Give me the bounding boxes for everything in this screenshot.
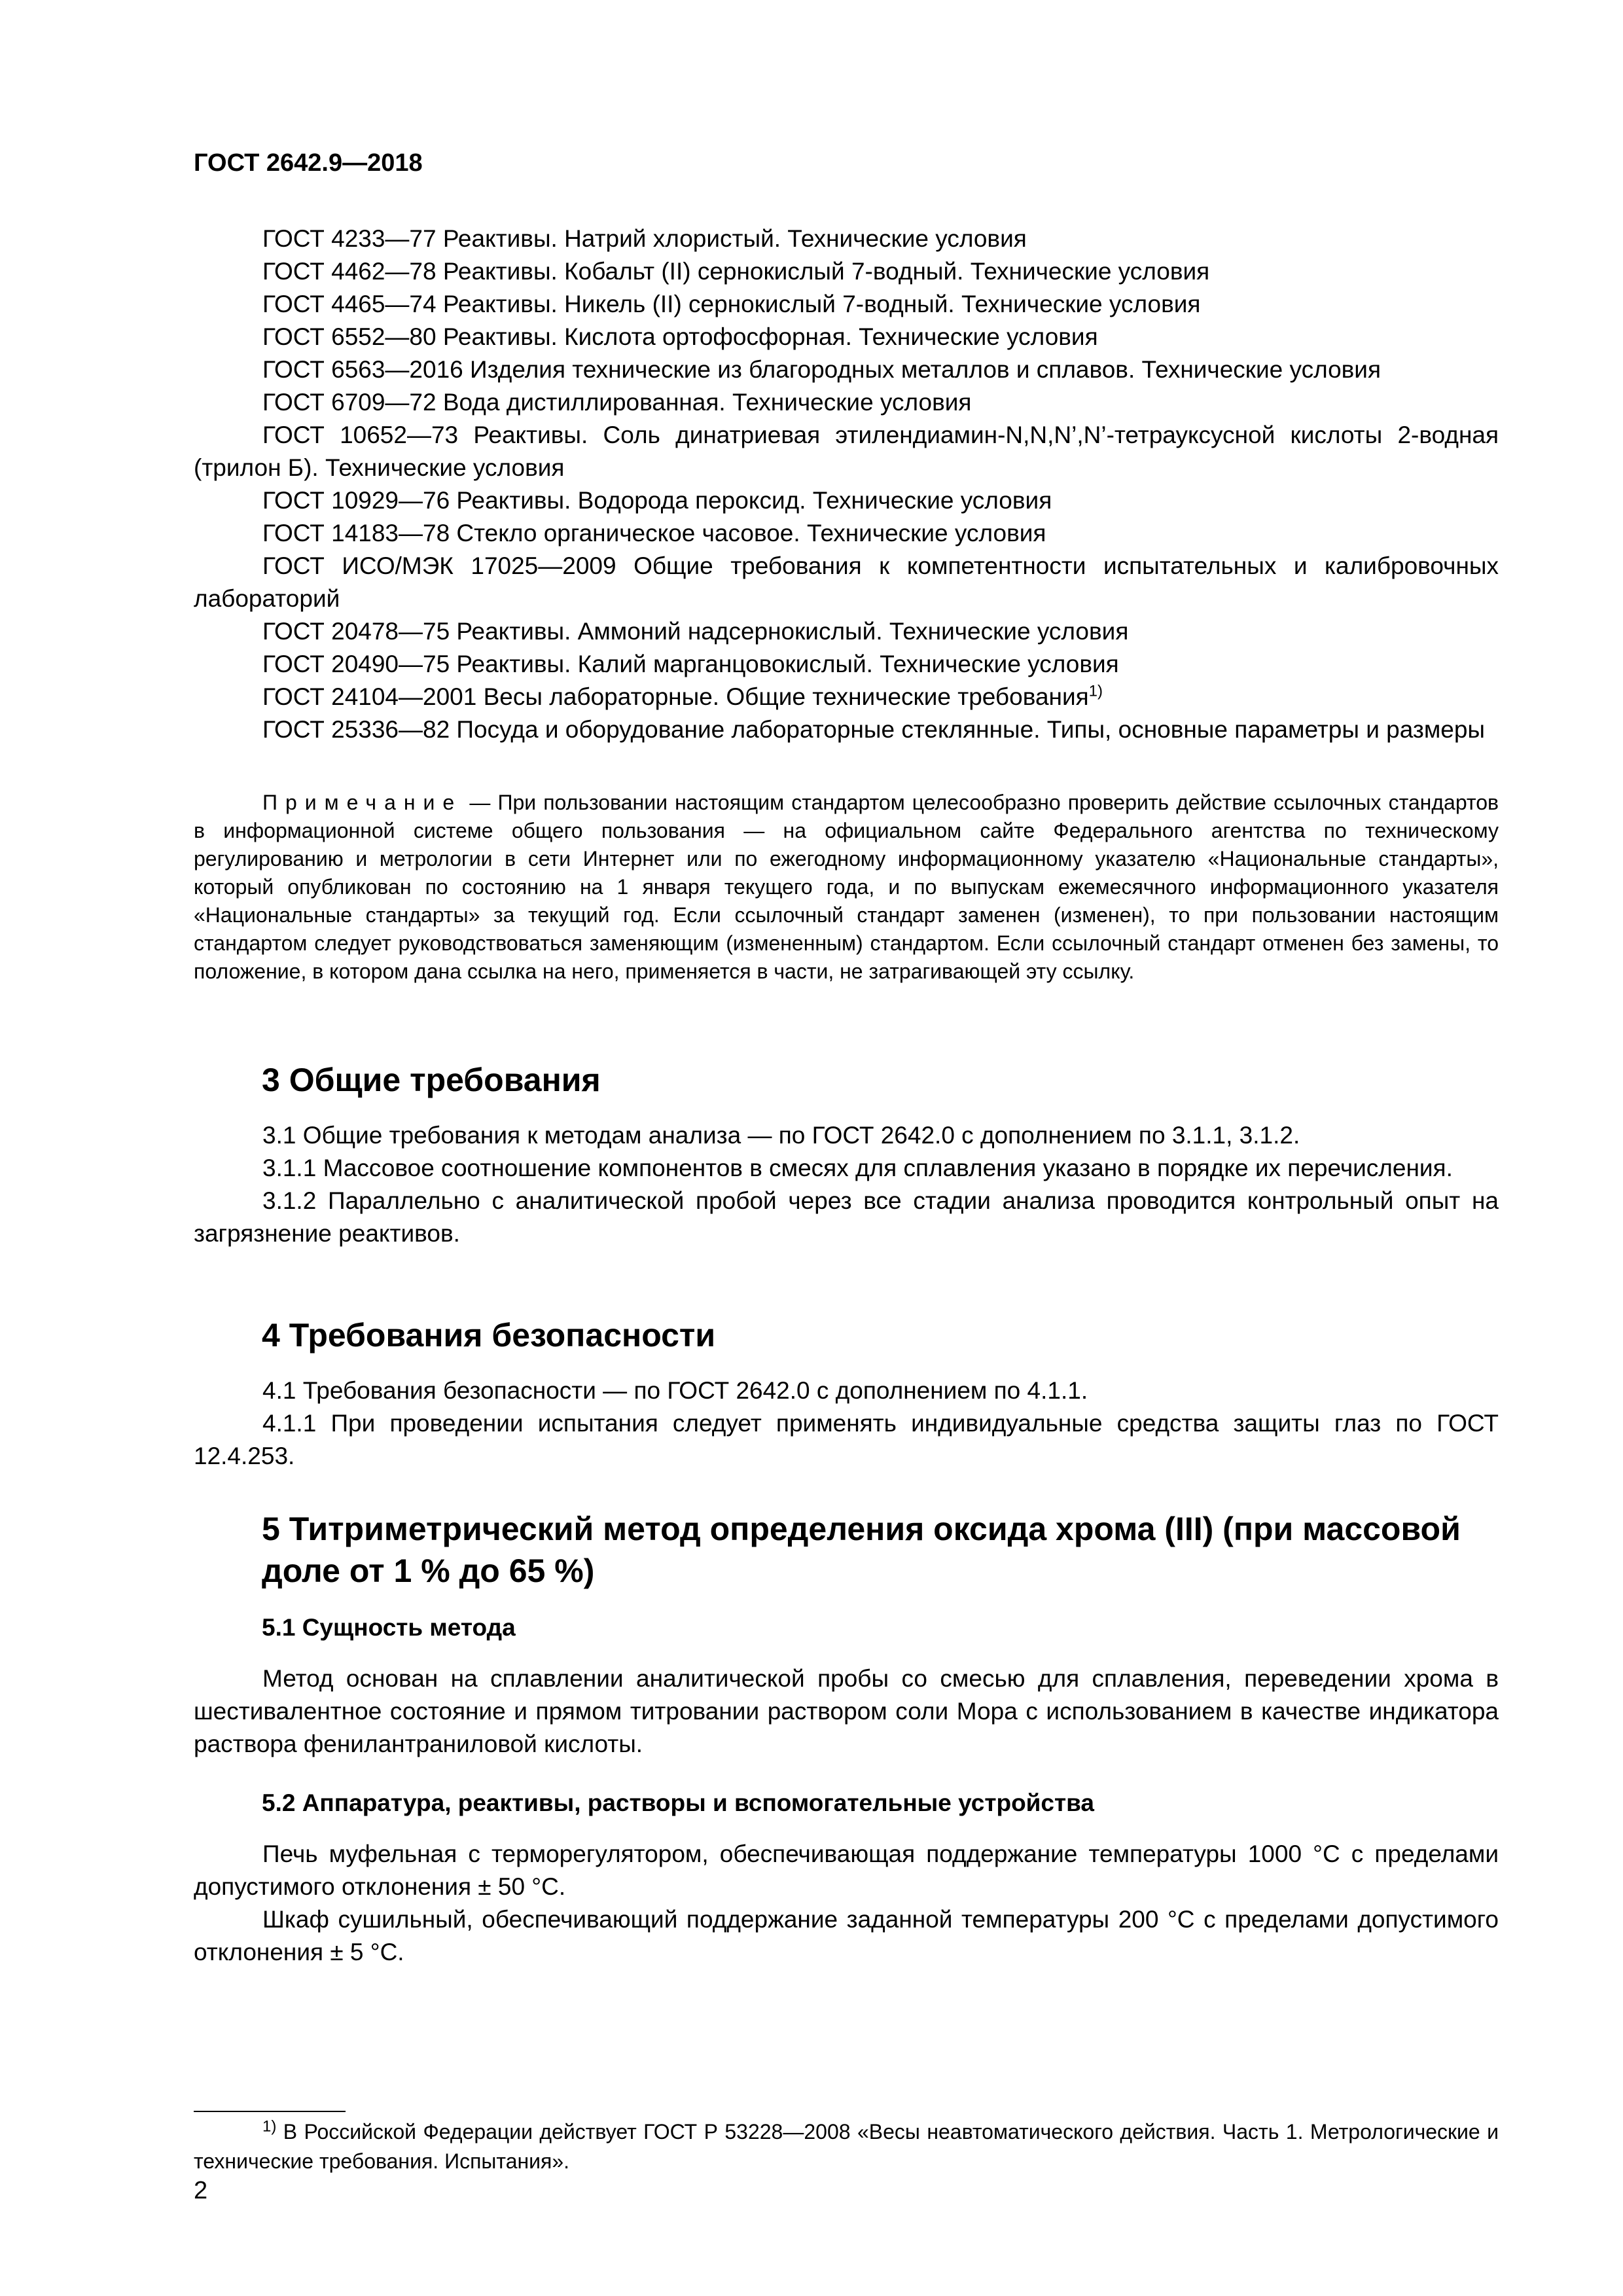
paragraph: 4.1.1 При проведении испытания следует применять индивидуальные средства защиты глаз по ГОСТ 12.4.253. bbox=[194, 1410, 1499, 1469]
paragraph: 3.1.2 Параллельно с аналитической пробой через все стадии анализа проводится контрольный опыт на загрязнение реактивов. bbox=[194, 1187, 1499, 1247]
section-4-title: 4 Требования безопасности bbox=[262, 1317, 716, 1354]
subsection-5-1-title: 5.1 Сущность метода bbox=[262, 1614, 516, 1641]
reference-item: ГОСТ 6563—2016 Изделия технические из благородных металлов и сплавов. Технические условия bbox=[262, 356, 1382, 383]
subsection-5-2-title: 5.2 Аппаратура, реактивы, растворы и вспомогательные устройства bbox=[262, 1789, 1094, 1816]
reference-item: ГОСТ 4233—77 Реактивы. Натрий хлористый. Технические условия bbox=[262, 225, 1027, 252]
normative-references-list bbox=[194, 223, 1499, 746]
document-header: ГОСТ 2642.9—2018 bbox=[194, 149, 423, 177]
footnote-mark: 1) bbox=[262, 2117, 277, 2136]
paragraph: 4.1 Требования безопасности — по ГОСТ 2642.0 с дополнением по 4.1.1. bbox=[262, 1377, 1088, 1404]
section-3-title: 3 Общие требования bbox=[262, 1062, 601, 1098]
reference-item: ГОСТ 20478—75 Реактивы. Аммоний надсернокислый. Технические условия bbox=[262, 618, 1129, 645]
footnote bbox=[194, 2117, 1499, 2176]
reference-item: ГОСТ 10929—76 Реактивы. Водорода пероксид. Технические условия bbox=[262, 487, 1052, 514]
note-text: — При пользовании настоящим стандартом целесообразно проверить действие ссылочных стандартов в информационной системе общего пользования — на официальном сайте Федерального агентства по техническому регулированию и метрологии в сети Интернет или по ежегодному информационному указателю «Национальные стандарты», который опубликован по состоянию на 1 января текущего года, и по выпускам ежемесячного информационного указателя «Национальные стандарты» за текущий год. Если ссылочный стандарт заменен (изменен), то при пользовании настоящим стандартом следует руководствоваться заменяющим (измененным) стандартом. Если ссылочный стандарт отменен без замены, то положение, в котором дана ссылка на него, применяется в части, не затрагивающей эту ссылку. bbox=[194, 791, 1499, 983]
section-3-body bbox=[194, 1119, 1499, 1250]
reference-item: ГОСТ 6709—72 Вода дистиллированная. Технические условия bbox=[262, 389, 972, 416]
paragraph: Метод основан на сплавлении аналитической пробы со смесью для сплавления, переведении хрома в шестивалентное состояние и прямом титровании раствором соли Мора с использованием в качестве индикатора раствора фенилантраниловой кислоты. bbox=[194, 1665, 1499, 1757]
reference-item: ГОСТ 6552—80 Реактивы. Кислота ортофосфорная. Технические условия bbox=[262, 323, 1098, 350]
reference-item: ГОСТ 4465—74 Реактивы. Никель (II) сернокислый 7-водный. Технические условия bbox=[262, 291, 1201, 317]
note-paragraph bbox=[194, 789, 1499, 986]
subsection-5-1-body bbox=[194, 1662, 1499, 1761]
note-label: Примечание bbox=[262, 791, 463, 814]
section-4-body bbox=[194, 1374, 1499, 1473]
reference-item: ГОСТ 20490—75 Реактивы. Калий марганцовокислый. Технические условия bbox=[262, 651, 1119, 677]
reference-item: ГОСТ 25336—82 Посуда и оборудование лабораторные стеклянные. Типы, основные параметры и размеры bbox=[262, 716, 1486, 743]
reference-item: ГОСТ 10652—73 Реактивы. Соль динатриевая этилендиамин-N,N,N’,N’-тетрауксусной кислоты 2-водная (трилон Б). Технические условия bbox=[194, 422, 1499, 481]
reference-item: ГОСТ 14183—78 Стекло органическое часовое. Технические условия bbox=[262, 520, 1046, 547]
reference-item: ГОСТ 4462—78 Реактивы. Кобальт (II) сернокислый 7-водный. Технические условия bbox=[262, 258, 1210, 285]
section-5-title: 5 Титриметрический метод определения оксида хрома (III) (при массовой доле от 1 % до 65 %) bbox=[262, 1511, 1461, 1589]
paragraph: 3.1.1 Массовое соотношение компонентов в смесях для сплавления указано в порядке их перечисления. bbox=[262, 1155, 1453, 1181]
footnote-separator bbox=[194, 2111, 346, 2112]
subsection-5-2-body bbox=[194, 1838, 1499, 1969]
reference-item-with-footnote bbox=[194, 681, 1499, 713]
footnote-mark: 1) bbox=[1088, 682, 1103, 700]
paragraph: Печь муфельная с терморегулятором, обеспечивающая поддержание температуры 1000 °С с пределами допустимого отклонения ± 50 °С. bbox=[194, 1840, 1499, 1900]
paragraph: 3.1 Общие требования к методам анализа — по ГОСТ 2642.0 с дополнением по 3.1.1, 3.1.2. bbox=[262, 1122, 1300, 1149]
footnote-text: В Российской Федерации действует ГОСТ Р 53228—2008 «Весы неавтоматического действия. Часть 1. Метрологические и технические требования. Испытания». bbox=[194, 2120, 1499, 2173]
reference-text: ГОСТ 24104—2001 Весы лабораторные. Общие технические требования bbox=[262, 683, 1089, 710]
reference-item: ГОСТ ИСО/МЭК 17025—2009 Общие требования к компетентности испытательных и калибровочных лабораторий bbox=[194, 552, 1499, 612]
page-number: 2 bbox=[194, 2177, 208, 2204]
paragraph: Шкаф сушильный, обеспечивающий поддержание заданной температуры 200 °С с пределами допустимого отклонения ± 5 °С. bbox=[194, 1906, 1499, 1965]
